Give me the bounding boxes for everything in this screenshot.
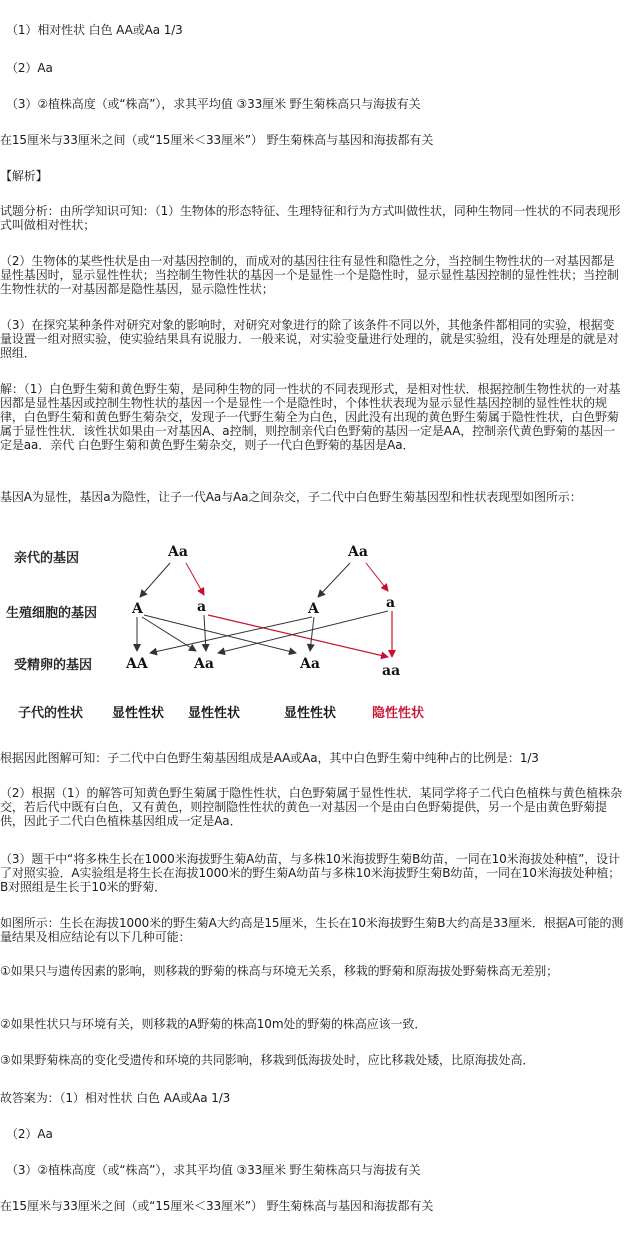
zygote-AA: AA [126,656,148,672]
after-paragraph-7: ③如果野菊株高的变化受遗传和环境的共同影响，移栽到低海拔处时，应比移栽处矮，比原海拔处高． [0,1053,535,1067]
gamete-A-right: A [308,601,319,617]
arrow-A-to-Aa-1 [142,617,196,651]
trait-recessive: 隐性性状 [372,706,425,721]
row-label-zygote-genes: 受精卵的基因 [14,658,93,673]
analysis-paragraph-2: （2）生物体的某些性状是由一对基因控制的，而成对的基因往往有显性和隐性之分，当控制生物性状的一对基因都是显性基因时，显示显性性状；当控制生物性状的基因一个是显性一个是隐性时，显示显性基因控制的显性性状；当控制生物性状的一对基因都是隐性基因，显示隐性性状； [0,254,619,296]
arrow-parent1-to-A [140,563,170,597]
after-paragraph-2: （2）根据（1）的解答可知黄色野生菊属于隐性性状，白色野菊属于显性性状．某同学将子二代白色植株与黄色植株杂交，若后代中既有白色，又有黄色，则控制隐性性状的黄色一对基因一个是由白色野菊提供，另一个是由黄色野菊提供，因此子二代白色植株基因组成一定是Aa． [0,786,622,828]
jiexi-heading: 【解析】 [0,169,48,183]
analysis-paragraph-3: （3）在探究某种条件对研究对象的影响时，对研究对象进行的除了该条件不同以外，其他条件都相同的实验，根据变量设置一组对照实验，使实验结果具有说服力．一般来说，对实验变量进行处理的，就是实验组，没有处理是的就是对照组． [0,318,619,360]
trait-dominant-3: 显性性状 [284,706,337,721]
arrow-A2-to-Aa-2 [310,617,314,651]
after-paragraph-5: ①如果只与遗传因素的影响，则移栽的野菊的株高与环境无关系，移栽的野菊和原海拔处野菊株高无差别； [0,964,559,978]
row-label-offspring-traits: 子代的性状 [18,706,84,721]
genetic-cross-diagram [0,535,630,725]
after-paragraph-1: 根据因此图解可知：子二代中白色野生菊基因组成是AA或Aa，其中白色野生菊中纯种占的比例是：1/3 [0,751,539,765]
parent-genotype-left: Aa [168,544,188,560]
arrow-A-to-Aa-2 [144,615,296,653]
row-label-parent-genes: 亲代的基因 [14,551,80,566]
zygote-aa: aa [382,663,401,679]
final-answer-line-4: 在15厘米与33厘米之间（或“15厘米＜33厘米”） 野生菊株高与基因和海拔都有关 [0,1199,434,1213]
solution-paragraph-2: 基因A为显性，基因a为隐性，让子一代Aa与Aa之间杂交，子二代中白色野生菊基因型和性状表现型如图所示： [0,490,582,504]
arrow-a-to-aa [208,615,388,657]
parent-genotype-right: Aa [348,544,368,560]
zygote-Aa-2: Aa [300,656,320,672]
arrow-parent1-to-a [186,563,204,595]
analysis-paragraph-1: 试题分析：由所学知识可知：（1）生物体的形态特征、生理特征和行为方式叫做性状，同种生物同一性状的不同表现形式叫做相对性状； [0,204,621,232]
gamete-A-left: A [132,601,143,617]
gamete-a-right: a [386,595,396,611]
trait-dominant-2: 显性性状 [188,706,241,721]
answer-line-3: （3）②植株高度（或“株高”），求其平均值 ③33厘米 野生菊株高只与海拔有关 [6,97,421,111]
gamete-a-left: a [197,599,207,615]
arrow-a-to-Aa-1 [204,615,206,651]
solution-paragraph-1: 解：（1）白色野生菊和黄色野生菊，是同种生物的同一性状的不同表现形式，是相对性状．根据控制生物性状的一对基因都是显性基因或控制生物性状的基因一个是显性一个是隐性时，个体性状表现为显示显性基因控制的显性性状的规律，白色野生菊和黄色野生菊杂交，发现子一代野生菊全为白色，因此没有出现的黄色野生菊属于隐性性状，白色野菊属于显性性状．该性状如果由一对基因A、a控制，则控制亲代白色野菊的基因一定是AA，控制亲代黄色野菊的基因一定是aa．亲代 白色野生菊和黄色野生菊杂交，则子一代白色野菊的基因是Aa． [0,382,621,452]
after-paragraph-6: ②如果性状只与环境有关，则移栽的A野菊的株高10m处的野菊的株高应该一致． [0,1017,427,1031]
arrow-parent2-to-a [366,563,388,591]
final-answer-line-2: （2）Aa [6,1127,53,1141]
trait-dominant-1: 显性性状 [112,706,165,721]
answer-line-1: （1）相对性状 白色 AA或Aa 1/3 [6,23,183,37]
after-paragraph-4: 如图所示：生长在海拔1000米的野生菊A大约高是15厘米，生长在10米海拔野生菊B大约高是33厘米．根据A可能的测量结果及相应结论有以下几种可能： [0,916,624,944]
answer-line-4: 在15厘米与33厘米之间（或“15厘米＜33厘米”） 野生菊株高与基因和海拔都有关 [0,133,434,147]
after-paragraph-3: （3）题干中“将多株生长在1000米海拔野生菊A幼苗，与多株10米海拔野生菊B幼苗，一同在10米海拔处种植”，设计了对照实验．A实验组是将生长在海拔1000米的野生菊A幼苗与多株10米海拔野生菊B幼苗，一同在10米海拔处种植；B对照组是生长于10米的野菊． [0,852,621,894]
zygote-Aa-1: Aa [194,656,214,672]
answer-line-2: （2）Aa [6,61,53,75]
row-label-gamete-genes: 生殖细胞的基因 [6,606,98,621]
final-answer-line-3: （3）②植株高度（或“株高”），求其平均值 ③33厘米 野生菊株高只与海拔有关 [6,1163,421,1177]
arrow-parent2-to-A [318,563,350,597]
final-answer-line-1: 故答案为：（1）相对性状 白色 AA或Aa 1/3 [0,1091,231,1105]
